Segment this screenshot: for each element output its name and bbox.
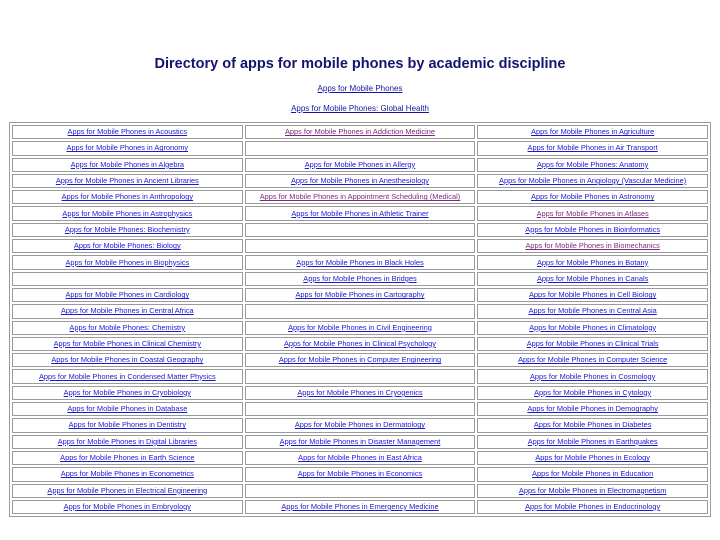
table-cell <box>245 500 476 514</box>
table-row <box>12 141 708 155</box>
discipline-link[interactable]: Apps for Mobile Phones in Ancient Libraries <box>55 176 199 186</box>
discipline-link[interactable]: Apps for Mobile Phones in Computer Science <box>518 355 668 365</box>
table-cell <box>477 304 708 318</box>
table-cell <box>245 223 476 237</box>
discipline-link[interactable]: Apps for Mobile Phones in Coastal Geography <box>51 355 204 365</box>
table-cell <box>245 467 476 481</box>
table-row <box>12 158 708 172</box>
table-cell <box>245 435 476 449</box>
table-cell <box>12 353 243 367</box>
table-cell <box>477 223 708 237</box>
discipline-link[interactable]: Apps for Mobile Phones in Cartography <box>295 290 425 300</box>
page-title: Directory of apps for mobile phones by academic discipline <box>154 56 566 72</box>
table-cell <box>245 369 476 383</box>
table-row <box>12 418 708 432</box>
table-row <box>12 484 708 498</box>
discipline-link[interactable]: Apps for Mobile Phones in Bridges <box>303 273 417 283</box>
table-cell <box>477 484 708 498</box>
table-cell <box>245 158 476 172</box>
discipline-link[interactable]: Apps for Mobile Phones in Civil Engineering <box>288 322 432 332</box>
directory-table-body <box>12 125 708 514</box>
table-cell <box>477 255 708 269</box>
table-cell <box>12 337 243 351</box>
table-cell <box>477 500 708 514</box>
table-cell <box>477 369 708 383</box>
table-cell <box>477 288 708 302</box>
table-cell <box>12 484 243 498</box>
global-health-link[interactable]: Apps for Mobile Phones: Global Health <box>291 104 429 113</box>
table-cell <box>12 141 243 155</box>
table-cell <box>12 206 243 220</box>
discipline-link[interactable]: Apps for Mobile Phones in Angiology (Vascular Medicine) <box>499 176 687 186</box>
table-cell <box>245 190 476 204</box>
table-cell <box>477 451 708 465</box>
table-cell <box>245 418 476 432</box>
table-row <box>12 206 708 220</box>
table-row <box>12 125 708 139</box>
table-cell <box>477 190 708 204</box>
discipline-link[interactable]: Apps for Mobile Phones in Endocrinology <box>525 501 661 511</box>
table-cell <box>245 353 476 367</box>
discipline-link[interactable]: Apps for Mobile Phones in Electromagnetism <box>518 485 667 495</box>
discipline-link[interactable]: Apps for Mobile Phones in East Africa <box>298 453 422 463</box>
table-row <box>12 288 708 302</box>
discipline-link[interactable]: Apps for Mobile Phones in Education <box>532 469 654 479</box>
discipline-link[interactable]: Apps for Mobile Phones: Anatomy <box>536 159 649 169</box>
discipline-link[interactable]: Apps for Mobile Phones in Climatology <box>529 322 657 332</box>
table-cell <box>245 255 476 269</box>
discipline-link[interactable]: Apps for Mobile Phones in Clinical Trials <box>526 339 659 348</box>
discipline-link[interactable]: Apps for Mobile Phones: Biology <box>73 241 181 251</box>
discipline-link[interactable]: Apps for Mobile Phones in Athletic Trainer <box>291 208 429 218</box>
discipline-link[interactable]: Apps for Mobile Phones in Diabetes <box>533 420 652 430</box>
table-cell <box>245 272 476 286</box>
discipline-link[interactable]: Apps for Mobile Phones in Black Holes <box>296 257 424 267</box>
table-cell <box>12 288 243 302</box>
table-cell <box>12 500 243 514</box>
table-row <box>12 402 708 416</box>
table-cell <box>12 304 243 318</box>
table-cell <box>12 369 243 383</box>
table-row <box>12 467 708 481</box>
table-row <box>12 174 708 188</box>
table-cell <box>477 158 708 172</box>
table-cell <box>12 239 243 253</box>
table-cell <box>245 141 476 155</box>
apps-for-mobile-phones-link[interactable]: Apps for Mobile Phones <box>317 84 403 93</box>
discipline-link[interactable]: Apps for Mobile Phones in Cryogenics <box>297 387 423 397</box>
table-cell <box>245 304 476 318</box>
discipline-link[interactable]: Apps for Mobile Phones in Digital Libraries <box>57 436 197 446</box>
discipline-link[interactable]: Apps for Mobile Phones in Cryobiology <box>63 387 191 397</box>
table-cell <box>245 484 476 498</box>
discipline-link[interactable]: Apps for Mobile Phones in Cytology <box>534 387 652 397</box>
discipline-link[interactable]: Apps for Mobile Phones in Canals <box>536 273 649 283</box>
table-cell <box>477 418 708 432</box>
discipline-link[interactable]: Apps for Mobile Phones: Biochemistry <box>64 224 190 234</box>
discipline-link[interactable]: Apps for Mobile Phones in Astronomy <box>531 192 655 202</box>
table-cell <box>245 206 476 220</box>
discipline-link[interactable]: Apps for Mobile Phones in Agronomy <box>66 143 189 153</box>
discipline-link[interactable]: Apps for Mobile Phones in Allergy <box>304 159 416 169</box>
discipline-link[interactable]: Apps for Mobile Phones in Central Africa <box>60 306 194 316</box>
table-cell <box>245 386 476 400</box>
discipline-link[interactable]: Apps for Mobile Phones in Dentistry <box>68 420 187 430</box>
table-cell <box>12 435 243 449</box>
discipline-link[interactable]: Apps for Mobile Phones in Algebra <box>70 159 185 169</box>
table-cell <box>12 386 243 400</box>
discipline-link[interactable]: Apps for Mobile Phones in Earthquakes <box>527 436 658 446</box>
table-cell <box>12 174 243 188</box>
table-cell <box>477 321 708 335</box>
discipline-link[interactable]: Apps for Mobile Phones in Biomechanics <box>525 241 660 251</box>
table-cell <box>12 190 243 204</box>
table-cell <box>12 402 243 416</box>
table-cell <box>12 272 243 286</box>
table-cell <box>12 418 243 432</box>
table-cell <box>477 386 708 400</box>
table-row <box>12 353 708 367</box>
table-cell <box>245 321 476 335</box>
discipline-link[interactable]: Apps for Mobile Phones in Air Transport <box>527 143 658 153</box>
table-cell <box>12 158 243 172</box>
table-row <box>12 223 708 237</box>
discipline-link[interactable]: Apps for Mobile Phones in Cosmology <box>530 371 656 381</box>
discipline-directory-table <box>9 122 711 517</box>
table-cell <box>245 337 476 351</box>
table-cell <box>12 451 243 465</box>
table-cell <box>12 467 243 481</box>
discipline-link[interactable]: Apps for Mobile Phones in Central Asia <box>528 306 657 316</box>
table-cell <box>245 239 476 253</box>
table-cell <box>245 451 476 465</box>
discipline-link[interactable]: Apps for Mobile Phones in Demography <box>527 404 658 414</box>
discipline-link[interactable]: Apps for Mobile Phones in Dermatology <box>294 420 426 430</box>
table-cell <box>245 125 476 139</box>
table-cell <box>477 272 708 286</box>
discipline-link[interactable]: Apps for Mobile Phones in Acoustics <box>67 127 188 137</box>
discipline-link[interactable]: Apps for Mobile Phones in Electrical Engineering <box>47 485 208 495</box>
discipline-link[interactable]: Apps for Mobile Phones in Cell Biology <box>528 290 657 300</box>
discipline-link[interactable]: Apps for Mobile Phones in Econometrics <box>60 469 194 479</box>
table-cell <box>477 141 708 155</box>
table-cell <box>477 206 708 220</box>
discipline-link[interactable]: Apps for Mobile Phones in Atlases <box>536 208 649 218</box>
table-cell <box>477 402 708 416</box>
table-cell <box>245 174 476 188</box>
table-cell <box>245 402 476 416</box>
discipline-link[interactable]: Apps for Mobile Phones in Agriculture <box>531 127 655 137</box>
discipline-link[interactable]: Apps for Mobile Phones in Condensed Matter Physics <box>39 371 216 381</box>
table-cell <box>477 174 708 188</box>
discipline-link[interactable]: Apps for Mobile Phones in Emergency Medicine <box>281 501 439 511</box>
discipline-link[interactable]: Apps for Mobile Phones in Bioinformatics <box>525 224 661 234</box>
discipline-link[interactable]: Apps for Mobile Phones in Anthropology <box>61 192 194 202</box>
table-row <box>12 500 708 514</box>
table-cell <box>477 239 708 253</box>
discipline-link[interactable]: Apps for Mobile Phones in Disaster Management <box>279 436 441 446</box>
table-cell <box>477 467 708 481</box>
discipline-link[interactable]: Apps for Mobile Phones in Biophysics <box>65 257 190 267</box>
table-row <box>12 337 708 351</box>
discipline-link[interactable]: Apps for Mobile Phones in Clinical Psychology <box>283 339 436 348</box>
table-cell <box>245 288 476 302</box>
table-row <box>12 435 708 449</box>
table-row <box>12 369 708 383</box>
discipline-link[interactable]: Apps for Mobile Phones in Appointment Scheduling (Medical) <box>259 192 461 202</box>
discipline-link[interactable]: Apps for Mobile Phones: Chemistry <box>69 322 186 332</box>
table-row <box>12 190 708 204</box>
table-cell <box>477 337 708 351</box>
discipline-link[interactable]: Apps for Mobile Phones in Computer Engineering <box>278 355 442 365</box>
table-row <box>12 321 708 335</box>
discipline-link[interactable]: Apps for Mobile Phones in Ecology <box>535 453 650 463</box>
table-row <box>12 451 708 465</box>
table-cell <box>12 125 243 139</box>
discipline-link[interactable]: Apps for Mobile Phones in Database <box>67 404 188 414</box>
discipline-link[interactable]: Apps for Mobile Phones in Economics <box>297 469 423 479</box>
table-cell <box>477 353 708 367</box>
table-row <box>12 255 708 269</box>
table-row <box>12 239 708 253</box>
table-cell <box>12 321 243 335</box>
table-row <box>12 272 708 286</box>
table-row <box>12 386 708 400</box>
discipline-link[interactable]: Apps for Mobile Phones in Embryology <box>63 501 191 511</box>
discipline-link[interactable]: Apps for Mobile Phones in Addiction Medicine <box>285 127 435 137</box>
discipline-link[interactable]: Apps for Mobile Phones in Anesthesiology <box>290 176 429 186</box>
table-cell <box>477 125 708 139</box>
table-cell <box>12 223 243 237</box>
discipline-link[interactable]: Apps for Mobile Phones in Botany <box>536 257 649 267</box>
discipline-link[interactable]: Apps for Mobile Phones in Astrophysics <box>62 208 193 218</box>
table-cell <box>12 255 243 269</box>
table-cell <box>477 435 708 449</box>
discipline-link[interactable]: Apps for Mobile Phones in Clinical Chemistry <box>53 339 202 348</box>
discipline-link[interactable]: Apps for Mobile Phones in Earth Science <box>60 453 195 463</box>
discipline-link[interactable]: Apps for Mobile Phones in Cardiology <box>65 290 190 300</box>
table-row <box>12 304 708 318</box>
